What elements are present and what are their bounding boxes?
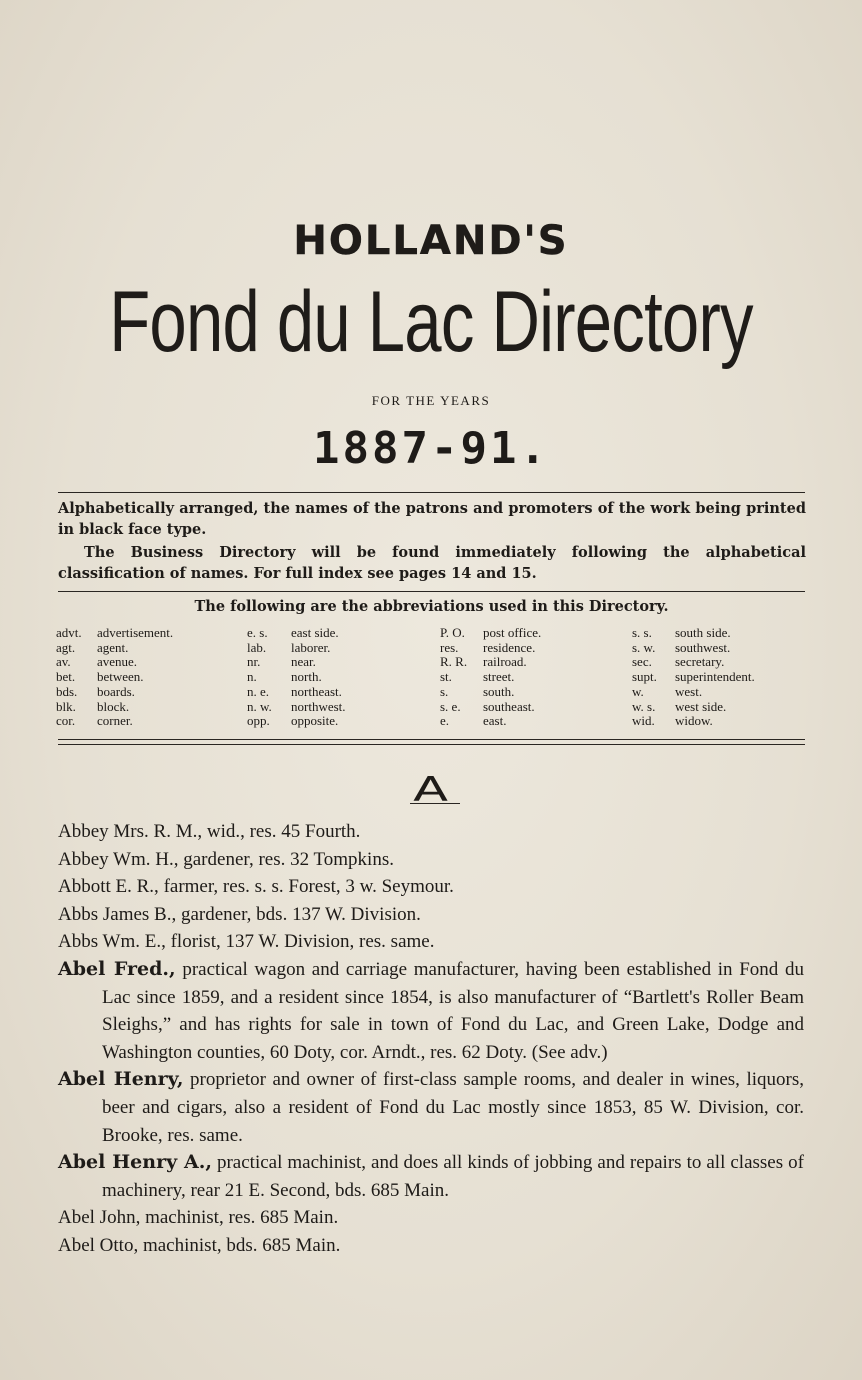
abbreviation-row — [247, 670, 346, 685]
abbreviation-meaning: railroad. — [483, 654, 527, 670]
abbreviation-row — [247, 700, 346, 715]
entry-name: Abbott E. R., — [58, 876, 159, 898]
abbreviation-key: w. — [632, 683, 644, 699]
abbreviation-row — [632, 641, 755, 656]
abbreviation-meaning: laborer. — [291, 639, 331, 655]
abbreviation-meaning: south side. — [675, 625, 731, 640]
section-letter-underline — [410, 803, 460, 804]
abbreviation-row — [56, 700, 173, 715]
abbreviation-row — [632, 655, 755, 670]
section-letter — [0, 770, 862, 810]
entry-text: farmer, res. s. s. Forest, 3 w. Seymour. — [158, 876, 454, 898]
abbreviation-row — [247, 714, 346, 729]
entry-text: machinist, bds. 685 Main. — [138, 1234, 341, 1256]
rule-double-top — [58, 739, 805, 740]
abbreviation-row — [56, 655, 173, 670]
directory-entry — [58, 956, 804, 1066]
abbreviation-key: lab. — [247, 639, 267, 655]
abbreviation-row — [632, 700, 755, 715]
notice-paragraph-2: The Business Directory will be found immediately following the alphabetical classification of names. For full index see pages 14 and 15. — [58, 544, 806, 582]
entry-text: practical machinist, and does all kinds of jobbing and repairs to all classes of machinery, rear 21 E. Second, bds. 685 Main. — [102, 1152, 804, 1201]
title-hollands: HOLLAND'S — [293, 218, 569, 264]
abbreviation-row — [632, 626, 755, 641]
abbreviation-meaning: street. — [483, 669, 515, 685]
abbreviation-key: av. — [56, 654, 71, 670]
abbreviation-key: n. w. — [247, 698, 272, 714]
abbreviation-key: e. s. — [247, 625, 268, 640]
abbreviation-meaning: secretary. — [675, 654, 725, 670]
abbreviation-row — [440, 670, 541, 685]
entry-name: Abel Otto, — [58, 1234, 139, 1256]
abbreviation-key: opp. — [247, 713, 270, 729]
entry-name: Abel Fred., — [58, 957, 176, 980]
section-letter-text: A — [413, 770, 449, 810]
abbreviation-row — [56, 714, 173, 729]
abbreviation-row — [440, 626, 541, 641]
abbreviation-key: blk. — [56, 698, 76, 714]
abbreviation-row — [440, 641, 541, 656]
abbreviation-row — [632, 670, 755, 685]
entry-name: Abbs Wm. E., — [58, 931, 166, 953]
abbreviation-key: cor. — [56, 713, 76, 729]
entry-name: Abel Henry, — [58, 1068, 184, 1091]
abbreviations-column-1 — [56, 626, 173, 729]
abbreviation-key: n. e. — [247, 683, 270, 699]
entry-text: practical wagon and carriage manufacturer, having been established in Fond du Lac since 1859, and a resident since 1854, is also manufacturer of “Bartlett's Roller Beam Sleighs,” and has rights for sale in town of Fond du Lac, and Green Lake, Dodge and Washington counties, 60 Doty, cor. Arndt., res. 62 Doty. (See adv.) — [102, 958, 804, 1063]
years-label: 1887-91. — [313, 423, 549, 474]
entry-text: wid., res. 45 Fourth. — [202, 821, 361, 842]
abbreviation-meaning: northwest. — [291, 698, 346, 714]
directory-entry — [58, 818, 804, 846]
abbreviation-key: s. — [440, 683, 449, 699]
abbreviation-key: s. e. — [440, 698, 461, 714]
abbreviation-meaning: east. — [483, 713, 507, 729]
abbreviation-meaning: widow. — [675, 713, 713, 729]
abbreviation-key: bet. — [56, 669, 76, 685]
directory-entry — [58, 1066, 804, 1149]
abbreviation-row — [247, 655, 346, 670]
abbreviation-key: s. s. — [632, 625, 652, 640]
directory-entry — [58, 846, 804, 874]
abbreviation-row — [632, 685, 755, 700]
entry-text: proprietor and owner of first-class sample rooms, and dealer in wines, liquors, beer and cigars, also a resident of Fond du Lac mostly since 1853, 85 W. Division, cor. Brooke, res. same. — [102, 1069, 805, 1146]
abbreviation-row — [247, 685, 346, 700]
abbreviation-key: n. — [247, 669, 257, 685]
rule-middle — [58, 591, 805, 592]
entry-name: Abbs James B., — [58, 903, 177, 925]
abbreviation-meaning: south. — [483, 683, 515, 699]
abbreviation-row — [247, 626, 346, 641]
abbreviation-meaning: block. — [97, 698, 130, 714]
directory-entry — [58, 928, 804, 956]
abbreviation-key: bds. — [56, 683, 78, 699]
for-the-years-label: FOR THE YEARS — [371, 393, 491, 408]
abbreviation-key: e. — [440, 713, 450, 729]
directory-entry — [58, 1149, 804, 1204]
directory-entries — [58, 818, 804, 1260]
entry-text: florist, 137 W. Division, res. same. — [165, 931, 435, 953]
abbreviation-key: advt. — [56, 625, 82, 640]
abbreviation-meaning: residence. — [483, 639, 536, 655]
abbreviation-meaning: north. — [291, 669, 322, 685]
abbreviation-key: wid. — [632, 713, 655, 729]
entry-name: Abel Henry A., — [58, 1151, 212, 1174]
abbreviation-row — [632, 714, 755, 729]
abbreviation-key: s. w. — [632, 639, 656, 655]
abbreviations-column-3 — [440, 626, 541, 729]
abbreviation-key: supt. — [632, 669, 657, 685]
directory-entry — [58, 873, 804, 901]
notice-paragraph-1: Alphabetically arranged, the names of the patrons and promoters of the work being printed in black face type. — [58, 500, 806, 538]
entry-text: machinist, res. 685 Main. — [140, 1207, 339, 1229]
abbreviation-meaning: west. — [675, 683, 703, 699]
abbreviation-key: P. O. — [440, 625, 465, 640]
abbreviations-column-2 — [247, 626, 346, 729]
title-main: Fond du Lac Directory — [109, 274, 753, 370]
abbreviation-row — [56, 685, 173, 700]
abbreviation-meaning: post office. — [483, 625, 542, 640]
rule-double-bottom — [58, 744, 805, 745]
entry-name: Abbey Mrs. R. M., — [58, 821, 203, 842]
abbreviation-meaning: boards. — [97, 683, 135, 699]
abbreviation-meaning: advertisement. — [97, 625, 174, 640]
abbreviation-row — [440, 655, 541, 670]
abbreviation-meaning: near. — [291, 654, 316, 670]
abbreviation-key: agt. — [56, 639, 76, 655]
abbreviation-row — [440, 700, 541, 715]
abbreviations-heading: The following are the abbreviations used in this Directory. — [194, 598, 669, 615]
abbreviation-key: st. — [440, 669, 452, 685]
abbreviation-key: res. — [440, 639, 459, 655]
abbreviation-meaning: northeast. — [291, 683, 342, 699]
entry-text: gardener, res. 32 Tompkins. — [178, 848, 394, 870]
abbreviation-meaning: southwest. — [675, 639, 731, 655]
abbreviation-row — [56, 626, 173, 641]
directory-entry — [58, 901, 804, 929]
abbreviation-key: R. R. — [440, 654, 468, 670]
directory-entry — [58, 1232, 804, 1260]
abbreviation-key: sec. — [632, 654, 652, 670]
entry-name: Abbey Wm. H., — [58, 848, 179, 870]
directory-entry — [58, 1204, 804, 1232]
abbreviation-meaning: agent. — [97, 639, 129, 655]
rule-top — [58, 492, 805, 493]
abbreviation-row — [440, 685, 541, 700]
abbreviation-meaning: avenue. — [97, 654, 138, 670]
abbreviation-meaning: corner. — [97, 713, 133, 729]
abbreviations-column-4 — [632, 626, 755, 729]
abbreviation-meaning: east side. — [291, 625, 339, 640]
abbreviation-meaning: between. — [97, 669, 144, 685]
abbreviation-key: w. s. — [632, 698, 656, 714]
abbreviation-row — [440, 714, 541, 729]
abbreviation-meaning: superintendent. — [675, 669, 755, 685]
entry-text: gardener, bds. 137 W. Division. — [176, 903, 421, 925]
abbreviation-meaning: opposite. — [291, 713, 339, 729]
abbreviation-key: nr. — [247, 654, 261, 670]
abbreviation-row — [56, 641, 173, 656]
abbreviation-row — [247, 641, 346, 656]
abbreviation-meaning: west side. — [675, 698, 727, 714]
entry-name: Abel John, — [58, 1207, 141, 1229]
abbreviation-row — [56, 670, 173, 685]
abbreviation-meaning: southeast. — [483, 698, 535, 714]
